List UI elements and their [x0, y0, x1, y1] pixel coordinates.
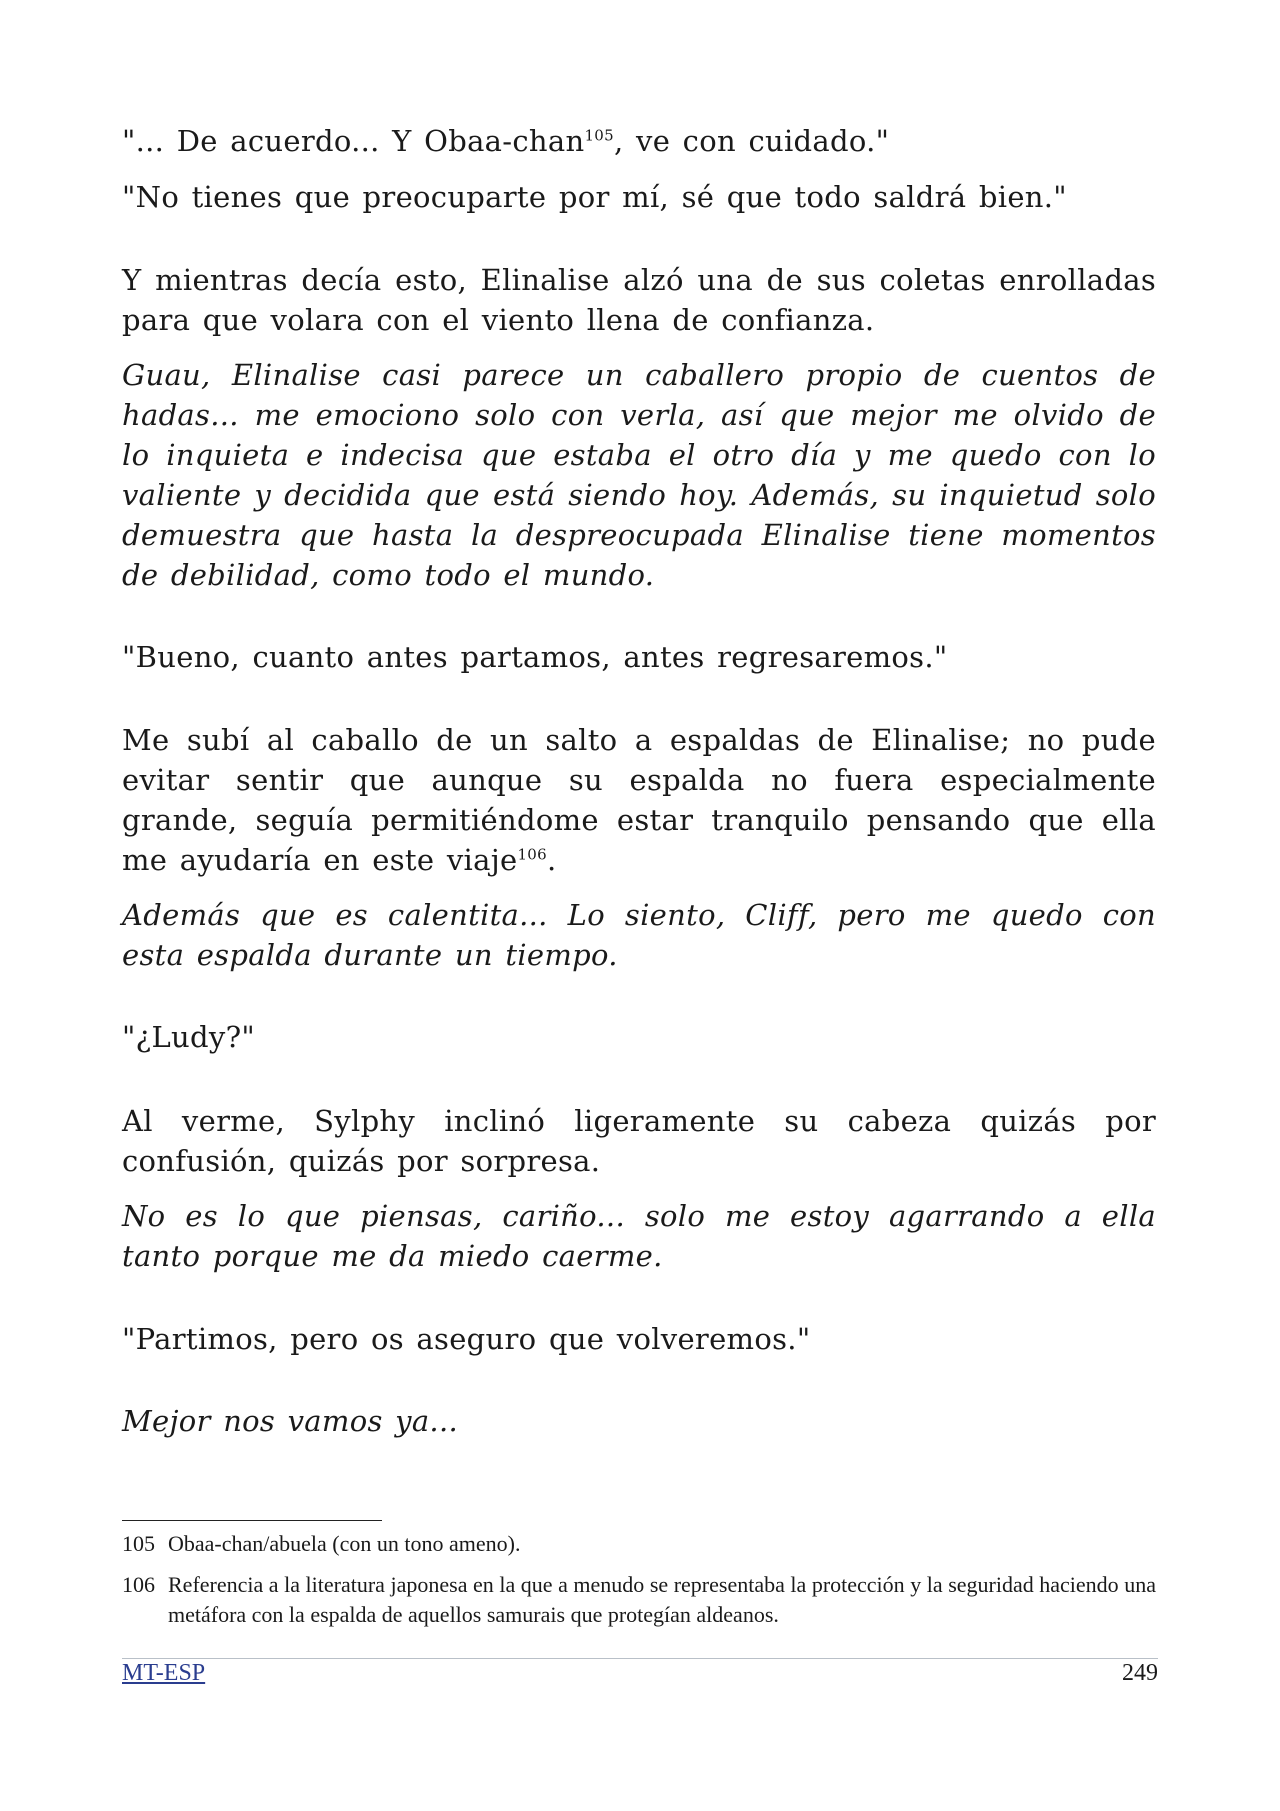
- paragraph-text: "Bueno, cuanto antes partamos, antes regresaremos.": [122, 640, 948, 674]
- dialogue-paragraph: [122, 637, 1156, 677]
- thought-paragraph: [122, 355, 1156, 595]
- footnote-ref-105[interactable]: 105: [584, 126, 614, 145]
- paragraph-text: Al verme, Sylphy inclinó ligeramente su cabeza quizás por confusión, quizás por sorpresa.: [122, 1104, 1156, 1178]
- paragraph-text: Guau, Elinalise casi parece un caballero propio de cuentos de hadas... me emociono solo con verla, así que mejor me olvido de lo inquieta e indecisa que estaba el otro día y me quedo con lo valiente y decidida que está siendo hoy. Además, su inquietud solo demuestra que hasta la despreocupada Elinalise tiene momentos de debilidad, como todo el mundo.: [122, 358, 1156, 592]
- footnote-ref-106[interactable]: 106: [517, 845, 547, 864]
- paragraph-text: "... De acuerdo... Y Obaa-chan: [122, 124, 585, 158]
- footer-separator: [122, 1658, 1158, 1659]
- footnote-separator: [122, 1520, 382, 1521]
- footnote-number: 106: [122, 1572, 155, 1597]
- dialogue-paragraph: [122, 1017, 1156, 1057]
- footnote-number: 105: [122, 1531, 155, 1556]
- paragraph-text: Y mientras decía esto, Elinalise alzó una de sus coletas enrolladas para que volara con el viento llena de confianza.: [122, 263, 1156, 337]
- paragraph-text: "No tienes que preocuparte por mí, sé que todo saldrá bien.": [122, 180, 1067, 214]
- paragraph-text: No es lo que piensas, cariño... solo me estoy agarrando a ella tanto porque me da miedo caerme.: [122, 1199, 1156, 1273]
- footnote-105: [122, 1529, 1156, 1559]
- thought-paragraph: [122, 1196, 1156, 1276]
- dialogue-paragraph: [122, 121, 1156, 161]
- footer-link[interactable]: MT-ESP: [122, 1660, 206, 1686]
- page-number: 249: [1122, 1660, 1158, 1686]
- paragraph-text: Me subí al caballo de un salto a espaldas de Elinalise; no pude evitar sentir que aunque su espalda no fuera especialmente grande, seguía permitiéndome estar tranquilo pensando que ella me ayudaría en este viaje: [122, 723, 1156, 877]
- dialogue-paragraph: [122, 177, 1156, 217]
- thought-paragraph: [122, 1401, 1156, 1441]
- narration-paragraph: [122, 260, 1156, 340]
- paragraph-text: "Partimos, pero os aseguro que volveremos.": [122, 1322, 811, 1356]
- paragraph-text: "¿Ludy?": [122, 1020, 256, 1054]
- narration-paragraph: [122, 1101, 1156, 1181]
- paragraph-text: Además que es calentita... Lo siento, Cliff, pero me quedo con esta espalda durante un tiempo.: [122, 898, 1156, 972]
- thought-paragraph: [122, 895, 1156, 975]
- narration-paragraph: [122, 720, 1156, 880]
- footnote-text: Obaa-chan/abuela (con un tono ameno).: [168, 1531, 521, 1556]
- footnote-text: Referencia a la literatura japonesa en la que a menudo se representaba la protección y la seguridad haciendo una metáfora con la espalda de aquellos samurais que protegían aldeanos.: [168, 1572, 1156, 1627]
- dialogue-paragraph: [122, 1319, 1156, 1359]
- paragraph-text: , ve con cuidado.": [613, 124, 890, 158]
- paragraph-text: Mejor nos vamos ya...: [122, 1404, 458, 1438]
- paragraph-text: .: [547, 843, 557, 877]
- footnote-106: [122, 1570, 1156, 1630]
